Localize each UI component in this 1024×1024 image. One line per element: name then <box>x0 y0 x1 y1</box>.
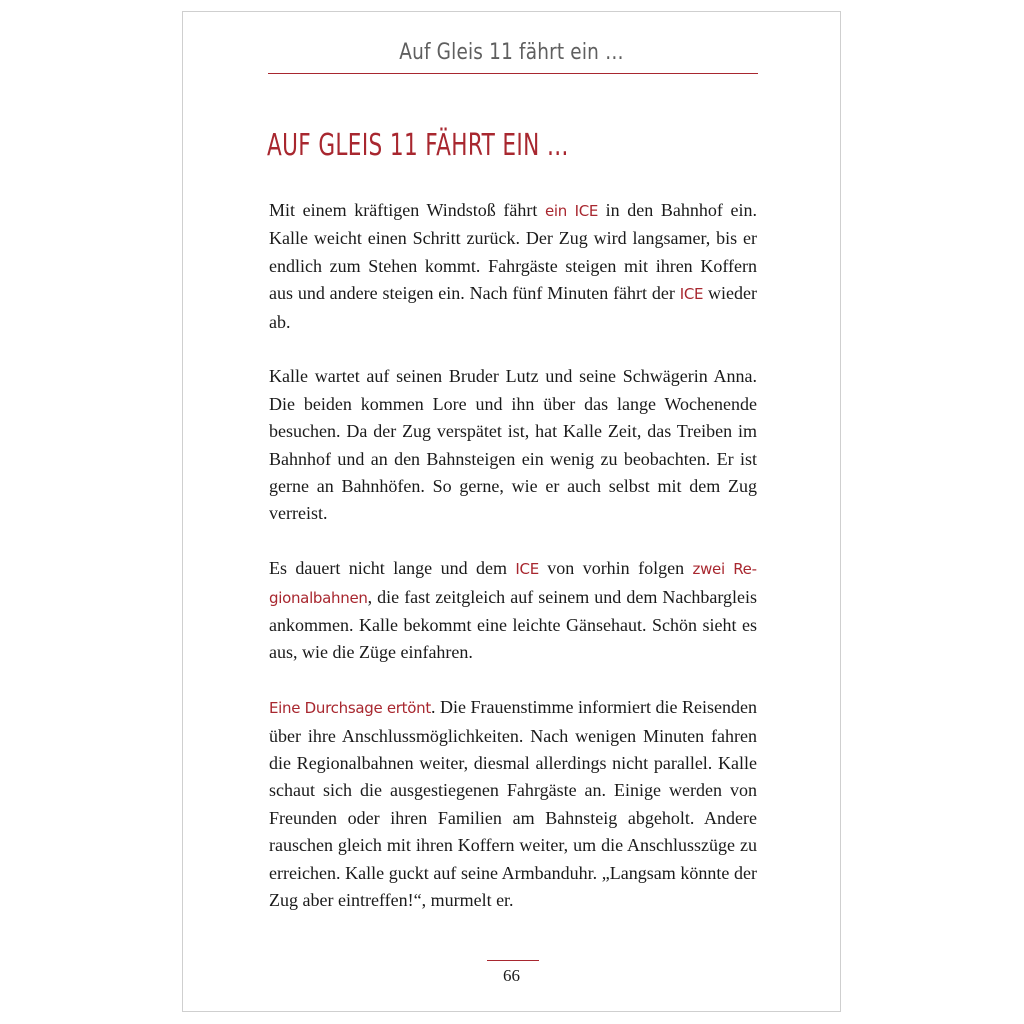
text-run: , die fast zeitgleich auf seinem und dem Nachbargleis ankommen. Kalle bekommt eine leichte Gänsehaut. Schön sieht es aus, wie die Züge einfahren. <box>269 586 757 663</box>
body-text <box>269 197 757 942</box>
page-number: 66 <box>503 966 520 985</box>
highlighted-term: zwei Regionalbahnen <box>269 560 758 607</box>
text-run: Mit einem kräftigen Windstoß fährt <box>269 200 545 220</box>
chapter-title: AUF GLEIS 11 FÄHRT EIN … <box>267 128 569 163</box>
running-head: Auf Gleis 11 fährt ein … <box>399 40 624 65</box>
highlighted-term: ICE <box>515 560 539 579</box>
text-run: . Die Frauenstimme informiert die Reisenden über ihre Anschlussmöglichkeiten. Nach wenigen Minuten fahren die Regionalbahnen weiter, diesmal allerdings nicht parallel. Kalle schaut sich die ausgestiegenen Fahrgäste an. Einige werden von Freunden oder ihren Familien am Bahnsteig abgeholt. Andere rauschen gleich mit ihren Koffern weiter, um die Anschlusszüge zu erreichen. Kalle guckt auf seine Armbanduhr. „Langsam könnte der Zug aber eintreffen!“, murmelt er. <box>269 697 757 911</box>
page-number-rule <box>487 960 539 961</box>
paragraph-2 <box>269 363 757 527</box>
paragraph-4 <box>269 694 757 914</box>
text-run: Kalle wartet auf seinen Bruder Lutz und seine Schwägerin Anna. Die beiden kommen Lore und ihn über das lange Wochenende besuchen. Da der Zug verspätet ist, hat Kalle Zeit, das Treiben im Bahnhof und an den Bahnsteigen ein wenig zu beobachten. Er ist gerne an Bahnhöfen. So gerne, wie er auch selbst mit dem Zug verreist. <box>269 366 757 524</box>
text-run: Es dauert nicht lange und dem <box>269 558 516 579</box>
highlighted-term: ICE <box>679 285 704 304</box>
text-run: wieder ab. <box>269 283 757 332</box>
paragraph-3 <box>269 555 757 667</box>
highlighted-term: Eine Durchsage ertönt <box>269 699 431 718</box>
text-run: von vorhin folgen <box>538 558 693 579</box>
book-page <box>182 11 841 1012</box>
paragraph-1 <box>269 197 757 336</box>
highlighted-term: ein ICE <box>544 202 599 220</box>
running-head-rule <box>268 73 758 74</box>
text-run: in den Bahnhof ein. Kalle weicht einen Schritt zurück. Der Zug wird langsamer, bis er endlich zum Stehen kommt. Fahrgäste steigen mit ihren Koffern aus und andere steigen ein. Nach fünf Minuten fährt der <box>269 200 758 304</box>
